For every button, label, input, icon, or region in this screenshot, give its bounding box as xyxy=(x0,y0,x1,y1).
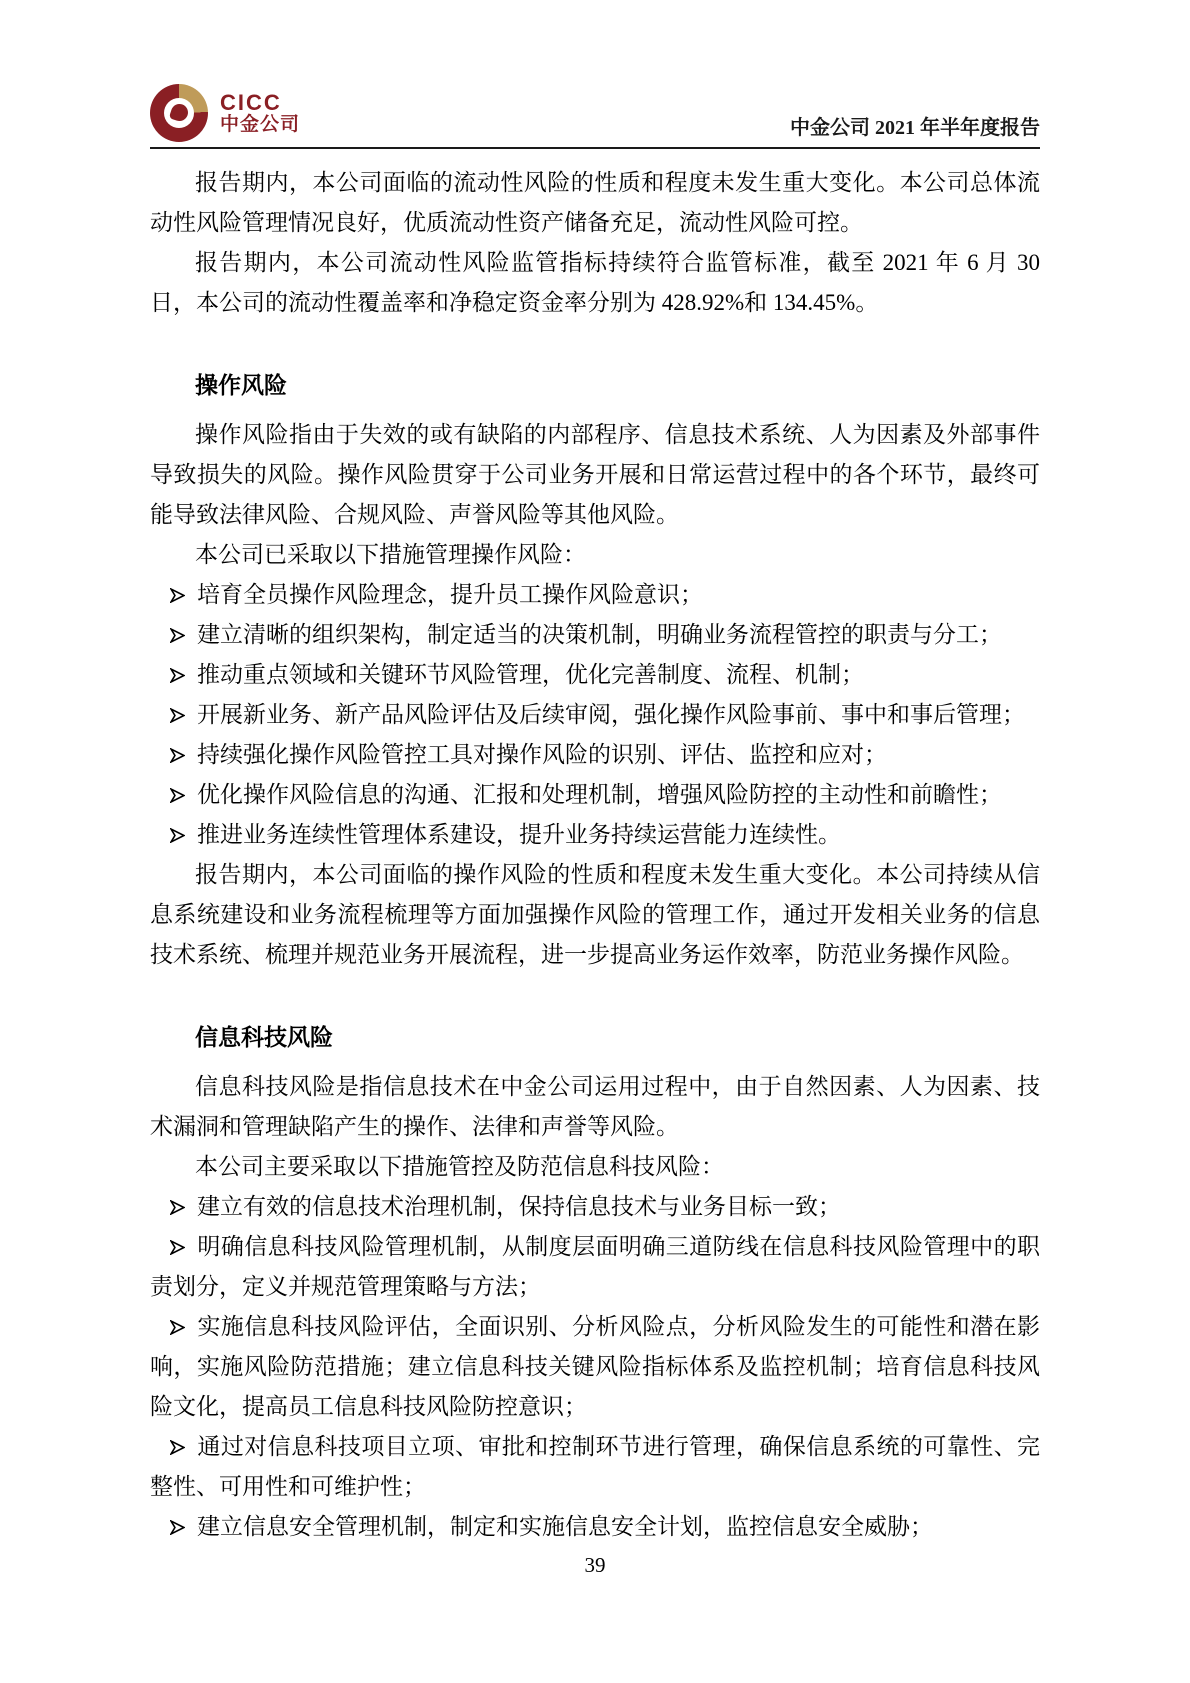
list-item xyxy=(150,575,1040,615)
list-item xyxy=(150,1227,1040,1307)
logo-text xyxy=(220,91,300,134)
list-item xyxy=(150,735,1040,775)
list-item-text: 实施信息科技风险评估，全面识别、分析风险点，分析风险发生的可能性和潜在影响，实施风险防范措施；建立信息科技关键风险指标体系及监控机制；培育信息科技风险文化，提高员工信息科技风险防控意识； xyxy=(150,1314,1040,1419)
bullet-arrow-icon xyxy=(170,628,185,643)
list-item xyxy=(150,1307,1040,1427)
list-item-text: 推动重点领域和关键环节风险管理，优化完善制度、流程、机制； xyxy=(197,662,864,687)
list-item xyxy=(150,1427,1040,1507)
logo-text-en: CICC xyxy=(220,90,282,116)
paragraph-liquidity-metrics: 报告期内，本公司流动性风险监管指标持续符合监管标准，截至 2021 年 6 月 30 日，本公司的流动性覆盖率和净稳定资金率分别为 428.92%和 134.45%。 xyxy=(150,250,1040,315)
list-item xyxy=(150,655,1040,695)
section-heading-operational-risk: 操作风险 xyxy=(195,372,287,398)
paragraph-liquidity-status: 报告期内，本公司面临的流动性风险的性质和程度未发生重大变化。本公司总体流动性风险管理情况良好，优质流动性资产储备充足，流动性风险可控。 xyxy=(150,170,1040,235)
bullet-arrow-icon xyxy=(170,828,185,843)
list-item-text: 推进业务连续性管理体系建设，提升业务持续运营能力连续性。 xyxy=(197,822,841,847)
bullet-arrow-icon xyxy=(170,588,185,603)
bullet-arrow-icon xyxy=(170,1440,185,1455)
list-item-text: 优化操作风险信息的沟通、汇报和处理机制，增强风险防控的主动性和前瞻性； xyxy=(197,782,1002,807)
list-item-text: 明确信息科技风险管理机制，从制度层面明确三道防线在信息科技风险管理中的职责划分，定义并规范管理策略与方法； xyxy=(150,1234,1040,1299)
bullet-arrow-icon xyxy=(170,788,185,803)
list-item-text: 持续强化操作风险管控工具对操作风险的识别、评估、监控和应对； xyxy=(197,742,887,767)
list-item xyxy=(150,615,1040,655)
paragraph-operational-risk-intro: 操作风险指由于失效的或有缺陷的内部程序、信息技术系统、人为因素及外部事件导致损失的风险。操作风险贯穿于公司业务开展和日常运营过程中的各个环节，最终可能导致法律风险、合规风险、声誉风险等其他风险。 xyxy=(150,422,1040,527)
bullet-arrow-icon xyxy=(170,1240,185,1255)
logo-text-cn: 中金公司 xyxy=(220,113,301,135)
cicc-ring-icon xyxy=(150,84,208,142)
list-item xyxy=(150,1187,1040,1227)
list-item-text: 建立信息安全管理机制，制定和实施信息安全计划，监控信息安全威胁； xyxy=(197,1514,933,1539)
paragraph-operational-risk-summary: 报告期内，本公司面临的操作风险的性质和程度未发生重大变化。本公司持续从信息系统建设和业务流程梳理等方面加强操作风险的管理工作，通过开发相关业务的信息技术系统、梳理并规范业务开展流程，进一步提高业务运作效率，防范业务操作风险。 xyxy=(150,862,1040,967)
list-item-text: 培育全员操作风险理念，提升员工操作风险意识； xyxy=(197,582,703,607)
section-heading-it-risk: 信息科技风险 xyxy=(195,1024,333,1050)
report-title: 中金公司 2021 年半年度报告 xyxy=(790,117,1040,139)
paragraph-it-risk-lead: 本公司主要采取以下措施管控及防范信息科技风险： xyxy=(195,1154,724,1179)
page-header xyxy=(150,84,1040,149)
cicc-logo xyxy=(150,84,300,142)
document-body xyxy=(150,163,1040,1547)
list-item xyxy=(150,695,1040,735)
list-item-text: 通过对信息科技项目立项、审批和控制环节进行管理，确保信息系统的可靠性、完整性、可用性和可维护性； xyxy=(150,1434,1040,1499)
bullet-arrow-icon xyxy=(170,748,185,763)
list-item-text: 建立清晰的组织架构，制定适当的决策机制，明确业务流程管控的职责与分工； xyxy=(197,622,1002,647)
bullet-arrow-icon xyxy=(170,668,185,683)
paragraph-it-risk-intro: 信息科技风险是指信息技术在中金公司运用过程中，由于自然因素、人为因素、技术漏洞和管理缺陷产生的操作、法律和声誉等风险。 xyxy=(150,1074,1040,1139)
list-item-text: 开展新业务、新产品风险评估及后续审阅，强化操作风险事前、事中和事后管理； xyxy=(197,702,1025,727)
bullet-arrow-icon xyxy=(170,708,185,723)
list-item-text: 建立有效的信息技术治理机制，保持信息技术与业务目标一致； xyxy=(197,1194,841,1219)
list-item xyxy=(150,815,1040,855)
bullet-arrow-icon xyxy=(170,1200,185,1215)
bullet-arrow-icon xyxy=(170,1520,185,1535)
list-item xyxy=(150,1507,1040,1547)
list-item xyxy=(150,775,1040,815)
paragraph-operational-risk-lead: 本公司已采取以下措施管理操作风险： xyxy=(195,542,586,567)
page-footer xyxy=(0,1550,1190,1580)
page-number: 39 xyxy=(584,1553,606,1577)
bullet-arrow-icon xyxy=(170,1320,185,1335)
